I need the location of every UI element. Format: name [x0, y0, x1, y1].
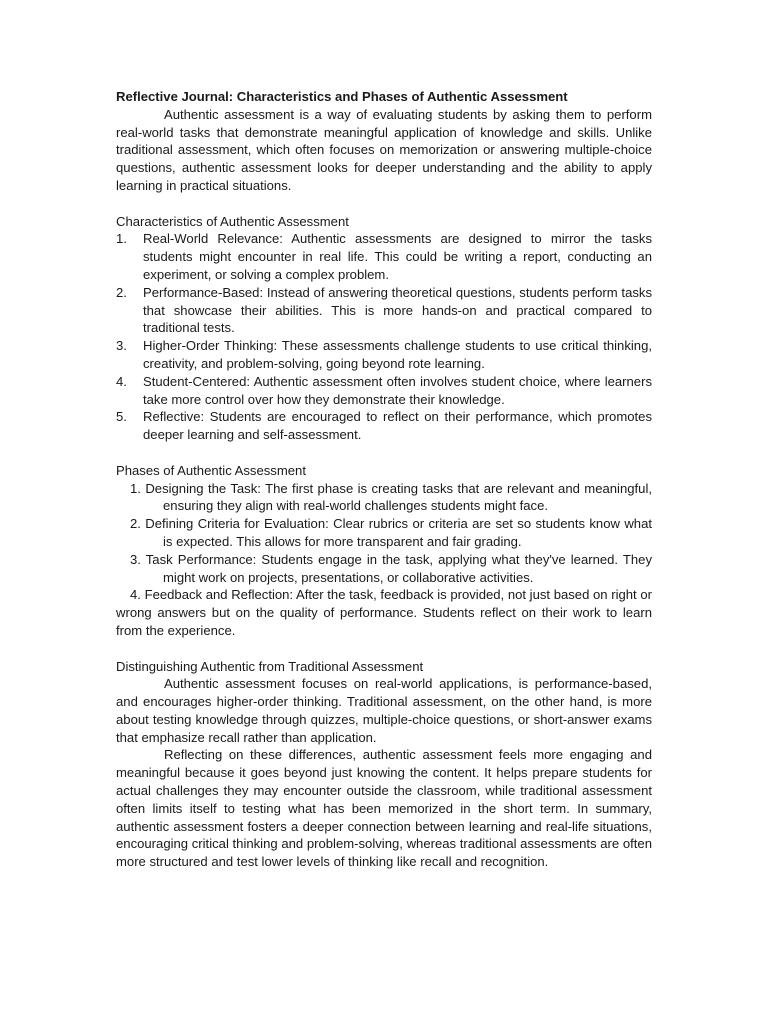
distinguishing-heading: Distinguishing Authentic from Traditional Assessment: [116, 658, 424, 674]
characteristics-heading: Characteristics of Authentic Assessment: [116, 213, 349, 229]
list-number: 4.: [116, 373, 127, 389]
list-item-text: Student-Centered: Authentic assessment often involves student choice, where learners take more control over how they demonstrate their knowledge.: [143, 373, 652, 407]
phases-heading: Phases of Authentic Assessment: [116, 462, 306, 478]
list-number: 3.: [116, 338, 127, 354]
list-number: 1.: [116, 231, 127, 247]
list-item-text: Higher-Order Thinking: These assessments challenge students to use critical thinking, creativity, and problem-solving, going beyond rote learning.: [143, 338, 652, 371]
characteristics-list: [116, 230, 652, 444]
phase-item: 3. Task Performance: Students engage in the task, applying what they've learned. They might work on projects, presentations, or collaborative activities.: [130, 551, 652, 585]
list-item-text: Real-World Relevance: Authentic assessments are designed to mirror the tasks students might encounter in real life. This could be writing a report, conducting an experiment, or solving a complex problem.: [143, 231, 652, 282]
list-item: [116, 230, 652, 283]
comparison-paragraph: Authentic assessment focuses on real-world applications, is performance-based, and encourages higher-order thinking. Traditional assessment, on the other hand, is more about testing knowledge through quizzes, multiple-choice questions, or short-answer exams that emphasize recall rather than application.: [116, 676, 652, 745]
reflection-paragraph: Reflecting on these differences, authentic assessment feels more engaging and meaningful because it goes beyond just knowing the content. It helps prepare students for actual challenges they may encounter outside the classroom, while traditional assessment often limits itself to testing what has been memorized in the short term. In summary, authentic assessment fosters a deeper connection between learning and real-life situations, encouraging critical thinking and problem-solving, whereas traditional assessments are often more structured and test lower levels of thinking like recall and recognition.: [116, 747, 652, 870]
list-item: [116, 337, 652, 373]
list-item-text: Reflective: Students are encouraged to reflect on their performance, which promotes deeper learning and self-assessment.: [143, 409, 652, 443]
phase-item: 4. Feedback and Reflection: After the task, feedback is provided, not just based on right or wrong answers but on the quality of performance. Students reflect on their work to learn from the experience.: [116, 587, 652, 638]
phase-item: 2. Defining Criteria for Evaluation: Clear rubrics or criteria are set so students know what is expected. This allows for more transparent and fair grading.: [130, 516, 652, 549]
list-item: [116, 408, 652, 444]
list-item: [116, 373, 652, 409]
phase-item: 1. Designing the Task: The first phase is creating tasks that are relevant and meaningful, ensuring they align with real-world challenges students might face.: [130, 480, 652, 514]
intro-paragraph: Authentic assessment is a way of evaluating students by asking them to perform real-world tasks that demonstrate meaningful application of knowledge and skills. Unlike traditional assessment, which often focuses on memorization or answering multiple-choice questions, authentic assessment looks for deeper understanding and the ability to apply learning in practical situations.: [116, 106, 652, 193]
list-item-text: Performance-Based: Instead of answering theoretical questions, students perform tasks that showcase their abilities. This is more hands-on and practical compared to traditional tests.: [143, 284, 652, 336]
list-number: 2.: [116, 284, 127, 300]
phases-list: [116, 480, 652, 640]
list-item: [116, 284, 652, 337]
list-number: 5.: [116, 409, 127, 425]
document-title: Reflective Journal: Characteristics and Phases of Authentic Assessment: [116, 89, 568, 104]
